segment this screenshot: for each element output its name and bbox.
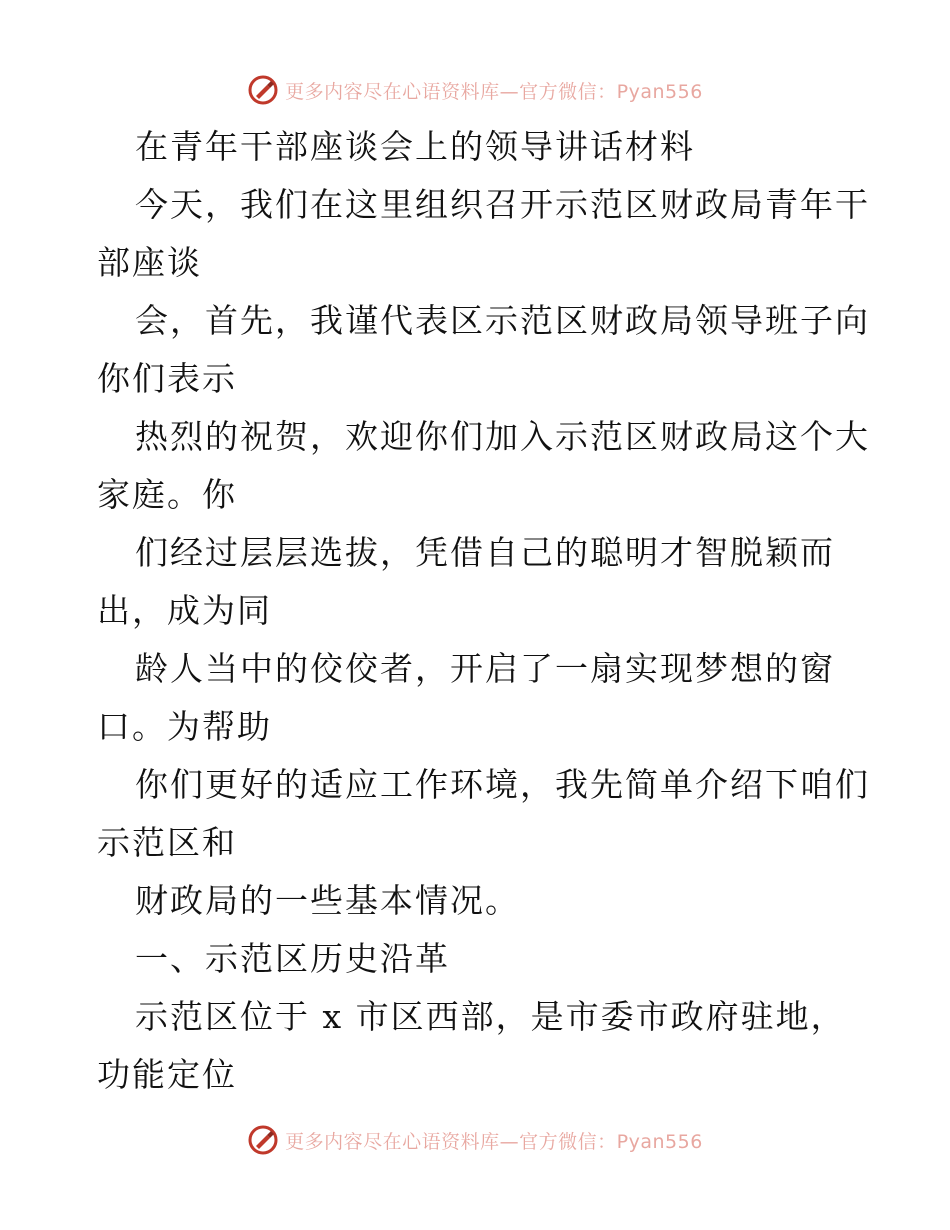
text-line: 你们表示 (97, 359, 237, 398)
watermark-text: 更多内容尽在心语资料库—官方微信：Pyan556 (285, 80, 703, 103)
pen-logo-icon (247, 74, 279, 106)
pen-logo-icon (247, 1124, 279, 1156)
text-line: 今天，我们在这里组织召开示范区财政局青年干 (135, 185, 870, 224)
text-line: 们经过层层选拔，凭借自己的聪明才智脱颖而 (135, 533, 835, 572)
text-line: 你们更好的适应工作环境，我先简单介绍下咱们 (135, 765, 870, 804)
text-line: 会，首先，我谨代表区示范区财政局领导班子向 (135, 301, 870, 340)
watermark-group (247, 1124, 703, 1156)
section-heading: 一、示范区历史沿革 (135, 939, 450, 978)
text-line: 部座谈 (97, 243, 202, 282)
document-title: 在青年干部座谈会上的领导讲话材料 (135, 127, 695, 166)
footer-watermark (0, 1120, 950, 1160)
text-line: 龄人当中的佼佼者，开启了一扇实现梦想的窗 (135, 649, 835, 688)
watermark-group (247, 74, 703, 106)
text-line: 示范区和 (97, 823, 237, 862)
text-line: 财政局的一些基本情况。 (135, 881, 520, 920)
text-line: 功能定位 (97, 1055, 237, 1094)
watermark-text: 更多内容尽在心语资料库—官方微信：Pyan556 (285, 1130, 703, 1153)
text-line: 热烈的祝贺，欢迎你们加入示范区财政局这个大 (135, 417, 870, 456)
text-line: 口。为帮助 (97, 707, 272, 746)
text-line: 出，成为同 (97, 591, 272, 630)
text-line: 家庭。你 (97, 475, 237, 514)
header-watermark (0, 70, 950, 110)
text-line: 示范区位于 x 市区西部，是市委市政府驻地， (135, 997, 846, 1036)
